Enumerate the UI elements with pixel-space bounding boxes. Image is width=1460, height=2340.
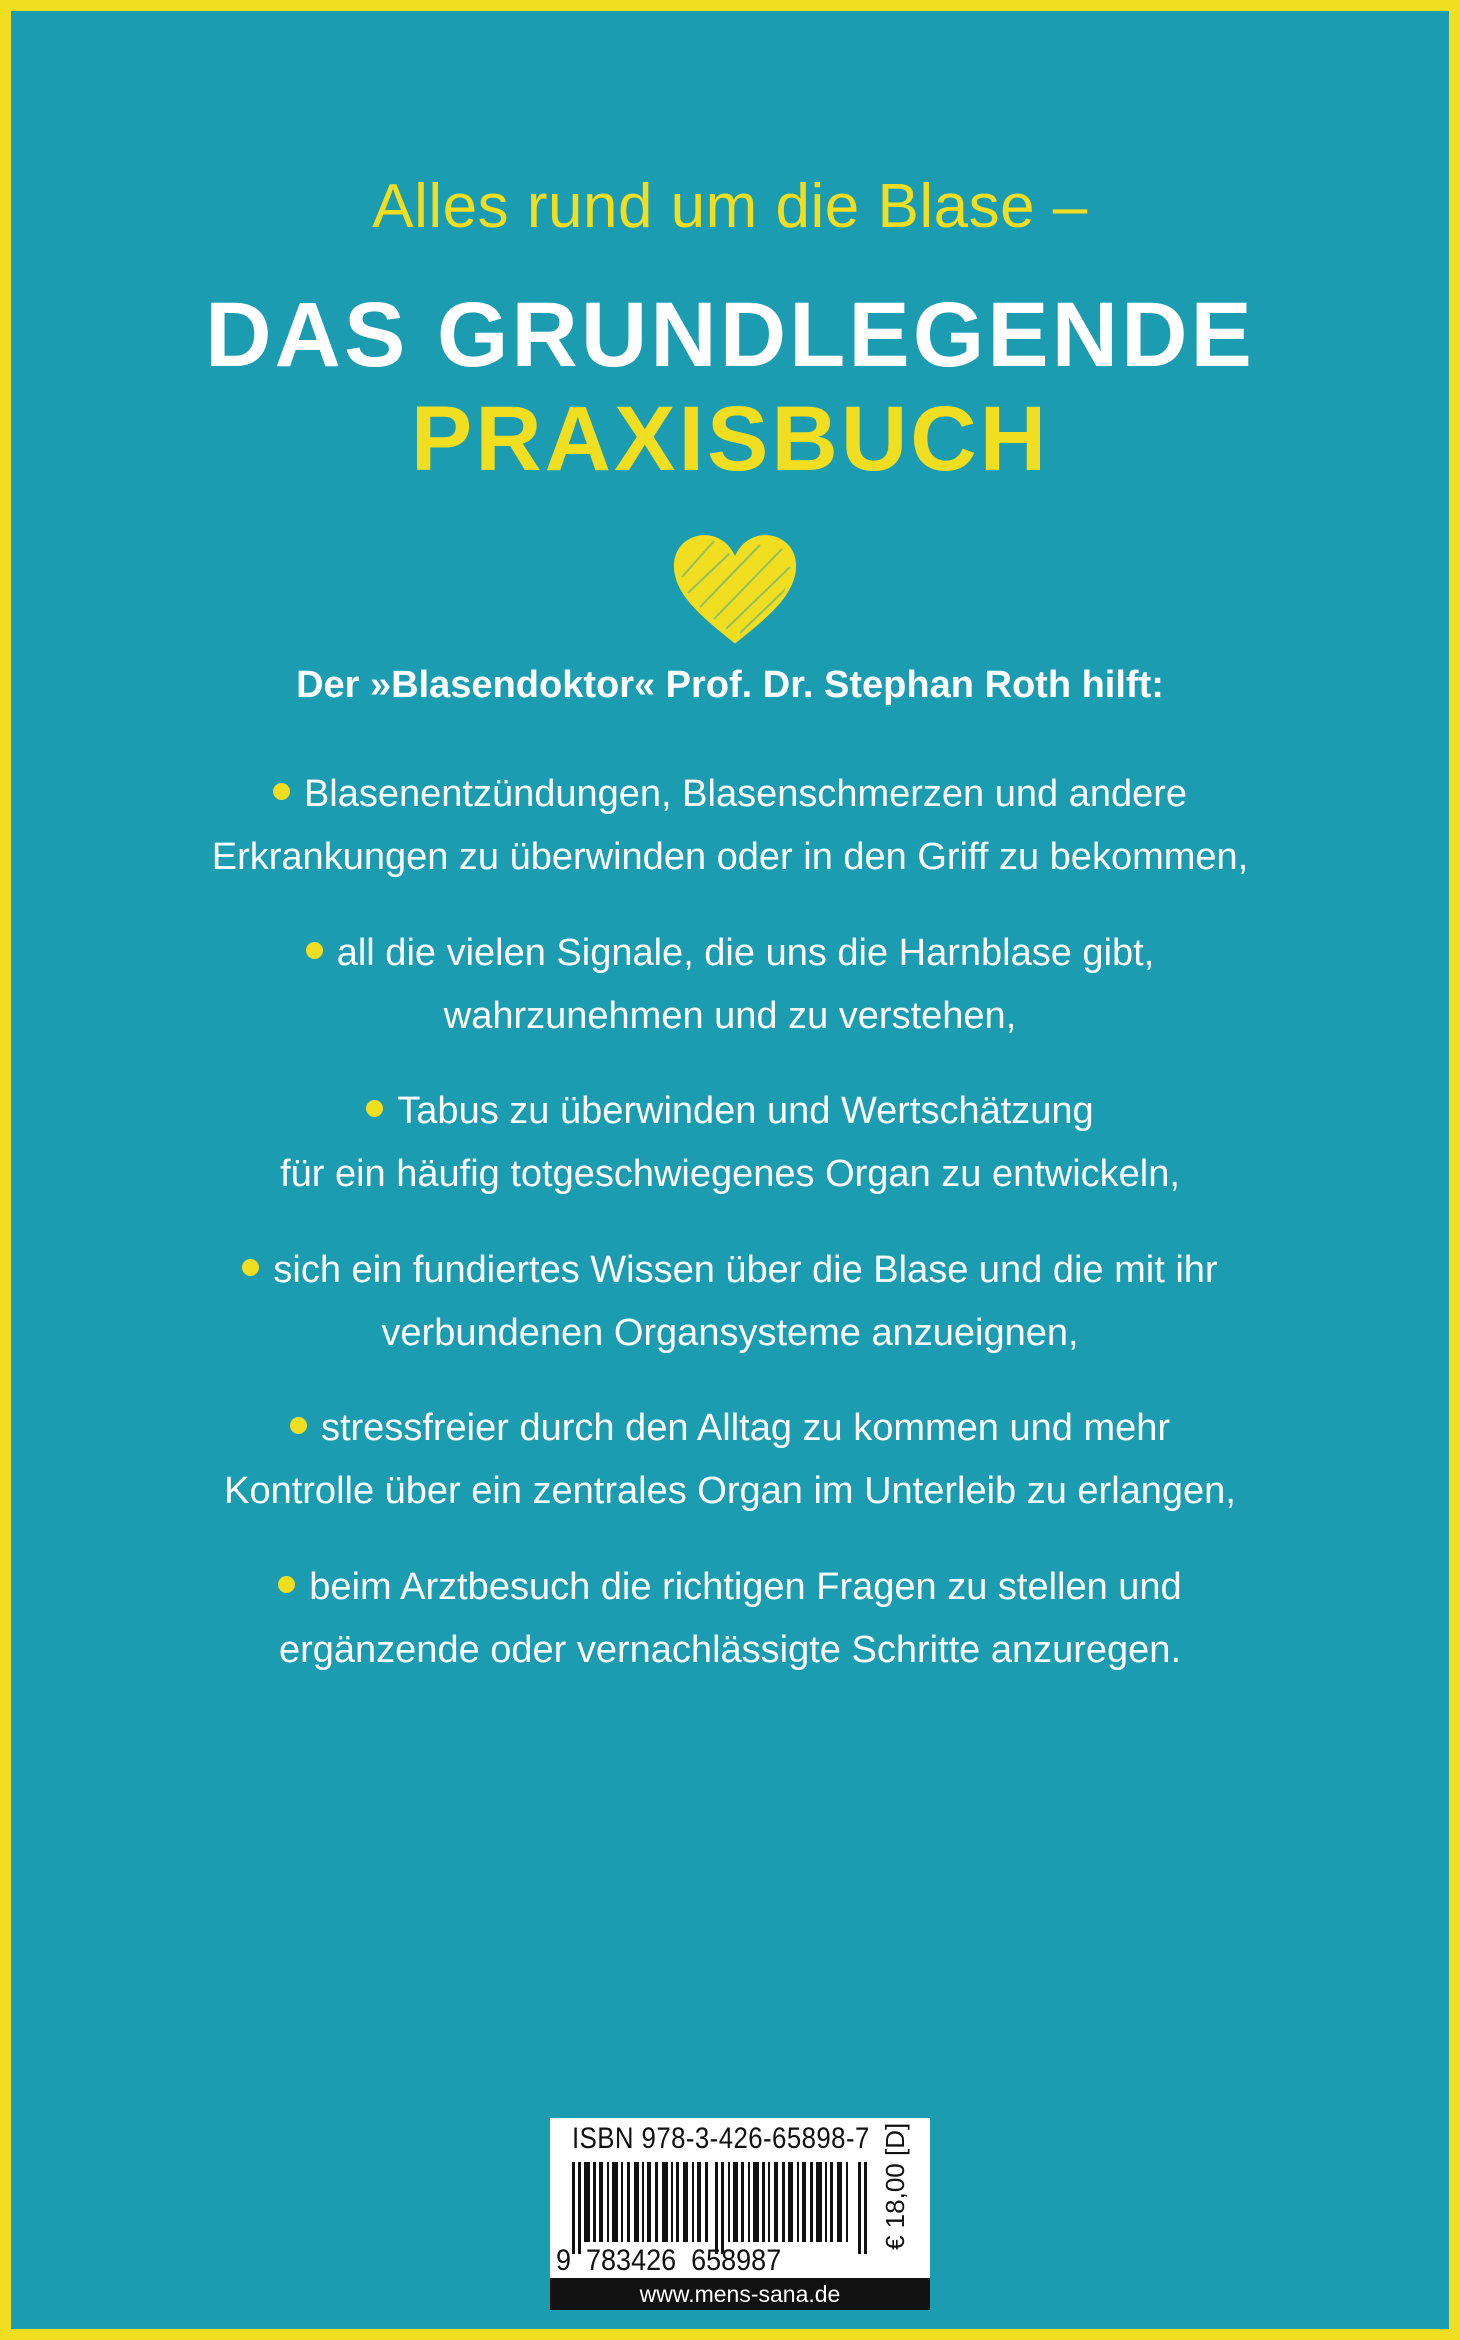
benefit-item bbox=[11, 763, 1449, 889]
benefit-line: sich ein fundiertes Wissen über die Blase und die mit ihr bbox=[273, 1249, 1218, 1291]
barcode-digits: 9 783426 658987 bbox=[556, 2244, 782, 2277]
benefit-item bbox=[11, 1080, 1449, 1206]
benefit-item bbox=[11, 922, 1449, 1048]
bullet-icon bbox=[290, 1417, 307, 1434]
benefit-line: wahrzunehmen und zu verstehen, bbox=[443, 995, 1017, 1037]
bullet-icon bbox=[242, 1259, 259, 1276]
bullet-icon bbox=[306, 942, 323, 959]
headline-line-1: DAS GRUNDLEGENDE bbox=[205, 284, 1255, 386]
benefit-item bbox=[11, 1239, 1449, 1365]
benefit-line: Blasenentzündungen, Blasenschmerzen und andere bbox=[303, 773, 1188, 815]
book-back-cover bbox=[11, 11, 1449, 2329]
benefit-line: Kontrolle über ein zentrales Organ im Unterleib zu erlangen, bbox=[224, 1470, 1236, 1512]
bullet-icon bbox=[273, 783, 290, 800]
benefit-item bbox=[11, 1397, 1449, 1523]
publisher-url: www.mens-sana.de bbox=[550, 2278, 930, 2310]
benefit-line: all die vielen Signale, die uns die Harnblase gibt, bbox=[336, 932, 1155, 974]
benefit-line: ergänzende oder vernachlässigte Schritte anzuregen. bbox=[278, 1629, 1182, 1671]
benefit-line: Erkrankungen zu überwinden oder in den Griff zu bekommen, bbox=[211, 836, 1249, 878]
bullet-icon bbox=[278, 1576, 295, 1593]
benefit-line: beim Arztbesuch die richtigen Fragen zu stellen und bbox=[309, 1566, 1182, 1608]
bullet-icon bbox=[366, 1100, 383, 1117]
benefit-line: stressfreier durch den Alltag zu kommen und mehr bbox=[320, 1407, 1171, 1449]
intro-text: Der »Blasendoktor« Prof. Dr. Stephan Roth hilft: bbox=[296, 664, 1164, 706]
heart-icon bbox=[670, 531, 800, 646]
barcode-label bbox=[550, 2118, 930, 2310]
benefit-line: für ein häufig totgeschwiegenes Organ zu entwickeln, bbox=[280, 1153, 1180, 1195]
benefit-line: verbundenen Organsysteme anzueignen, bbox=[381, 1312, 1079, 1354]
benefit-line: Tabus zu überwinden und Wertschätzung bbox=[397, 1090, 1094, 1132]
headline-line-2: PRAXISBUCH bbox=[410, 388, 1050, 490]
barcode-image bbox=[572, 2162, 872, 2254]
tagline: Alles rund um die Blase – bbox=[372, 172, 1088, 241]
price-label: € 18,00 [D] bbox=[880, 2122, 910, 2250]
isbn-text: ISBN 978-3-426-65898-7 bbox=[572, 2122, 870, 2155]
benefit-item bbox=[11, 1556, 1449, 1682]
